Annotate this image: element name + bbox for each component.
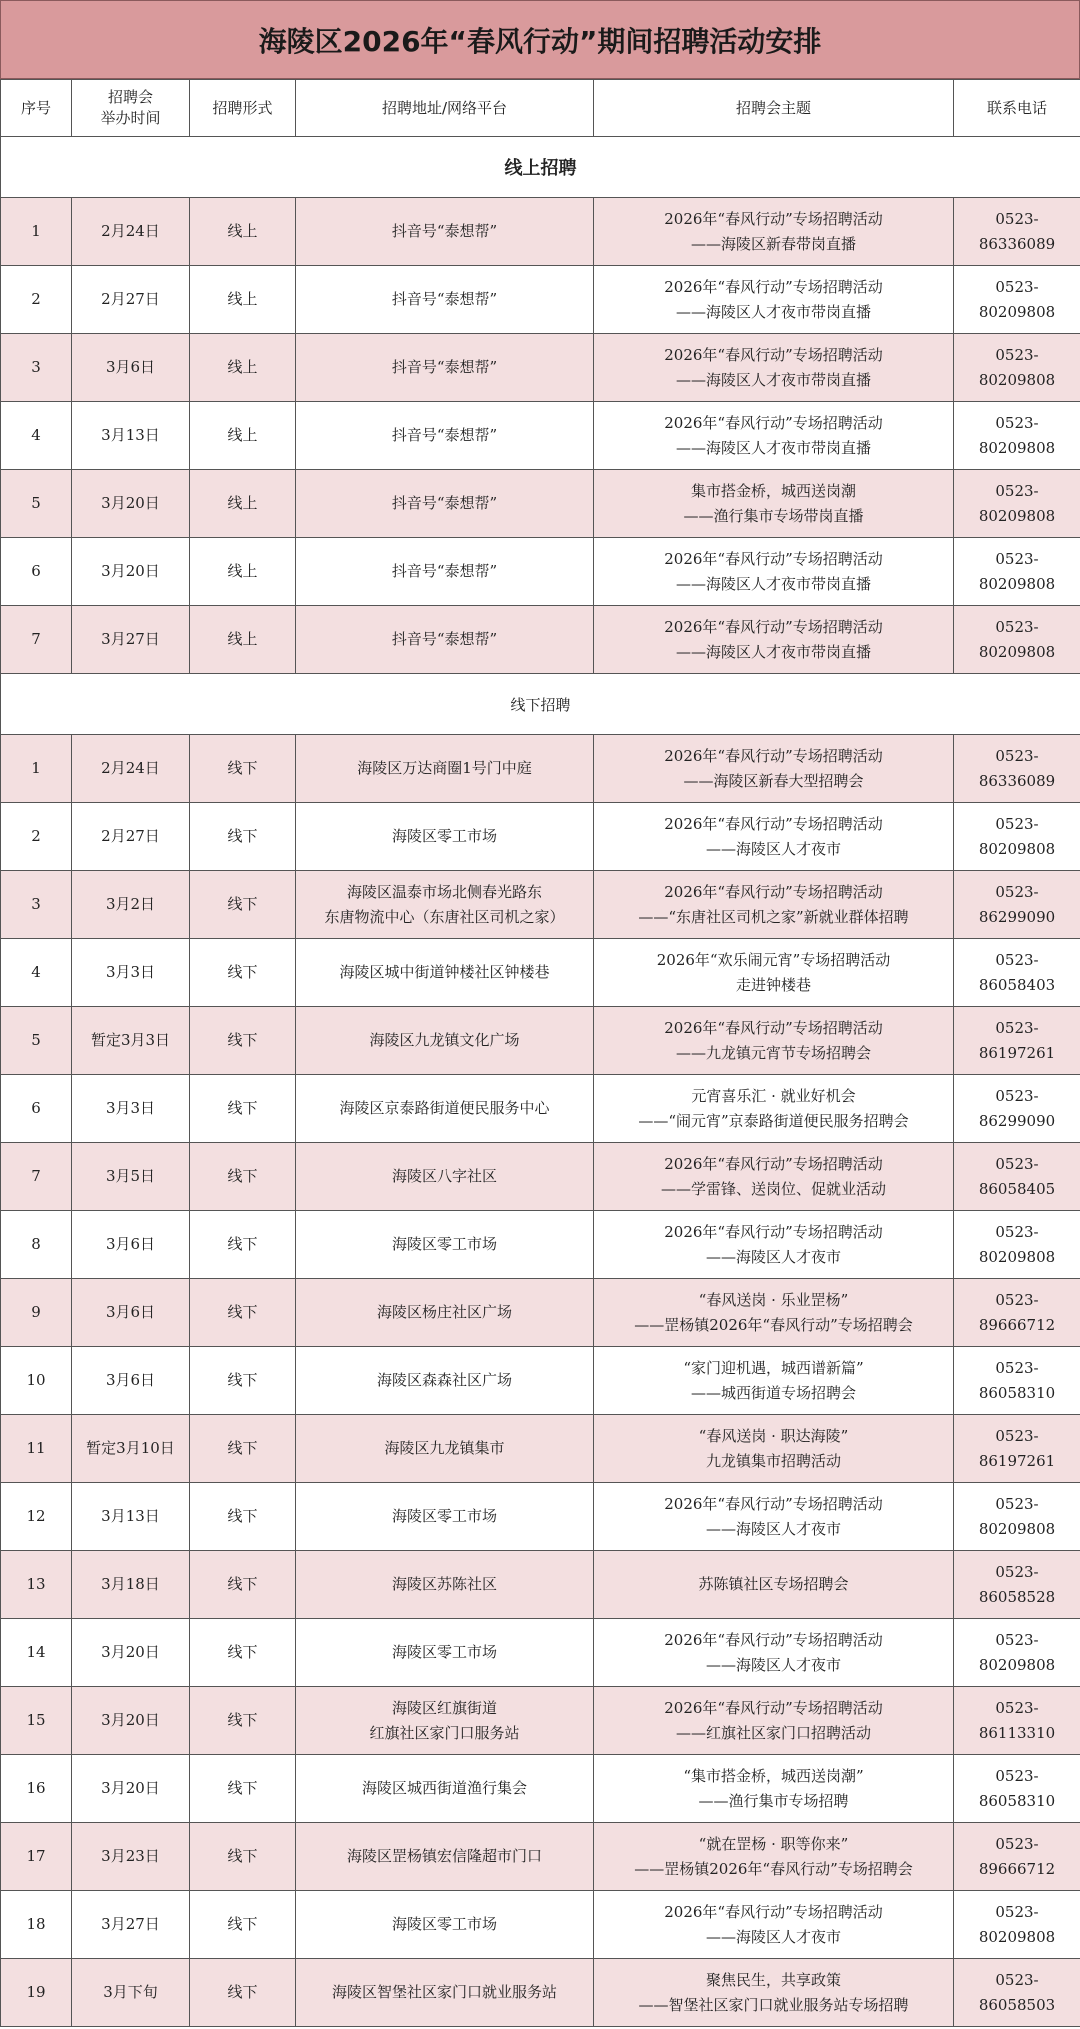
cell-theme-line: ——“东唐社区司机之家”新就业群体招聘 [638, 907, 909, 926]
cell-theme [594, 939, 954, 1007]
cell-theme-line: ——九龙镇元宵节专场招聘会 [675, 1043, 871, 1062]
cell-time: 3月27日 [72, 1891, 190, 1959]
cell-theme [594, 334, 954, 402]
cell-theme-line: ——海陵区人才夜市带岗直播 [675, 642, 871, 661]
cell-time: 3月下旬 [72, 1959, 190, 2027]
table-row [1, 1959, 1080, 2027]
cell-theme-line: ——海陵区人才夜市带岗直播 [675, 370, 871, 389]
table-row [1, 1551, 1080, 1619]
cell-no: 5 [1, 470, 72, 538]
cell-time: 2月24日 [72, 735, 190, 803]
cell-theme-line: ——城西街道专场招聘会 [690, 1383, 856, 1402]
cell-theme-line: ——海陵区人才夜市带岗直播 [675, 574, 871, 593]
cell-phone: 0523-89666712 [954, 1823, 1080, 1891]
cell-theme-line: ——海陵区人才夜市 [705, 1247, 841, 1266]
cell-no: 19 [1, 1959, 72, 2027]
cell-theme-line: ——海陵区新春带岗直播 [690, 234, 856, 253]
cell-theme [594, 1959, 954, 2027]
cell-address-line: 海陵区京泰路街道便民服务中心 [339, 1099, 550, 1117]
cell-theme [594, 1007, 954, 1075]
cell-form: 线下 [190, 1211, 296, 1279]
cell-address [296, 198, 594, 266]
table-row [1, 1619, 1080, 1687]
cell-no: 6 [1, 538, 72, 606]
cell-time: 3月18日 [72, 1551, 190, 1619]
cell-form: 线下 [190, 1415, 296, 1483]
cell-address-line: 海陵区九龙镇文化广场 [369, 1031, 520, 1049]
cell-address-line: 抖音号“泰想帮” [391, 562, 498, 580]
cell-no: 17 [1, 1823, 72, 1891]
cell-theme-line: ——罡杨镇2026年“春风行动”专场招聘会 [634, 1859, 913, 1878]
header-time [72, 80, 190, 137]
cell-time: 3月2日 [72, 871, 190, 939]
cell-form: 线下 [190, 1823, 296, 1891]
cell-form: 线下 [190, 1959, 296, 2027]
cell-form: 线下 [190, 1483, 296, 1551]
cell-theme-line: ——学雷锋、送岗位、促就业活动 [660, 1179, 886, 1198]
table-row [1, 1483, 1080, 1551]
cell-phone: 0523-80209808 [954, 1211, 1080, 1279]
table-row [1, 334, 1080, 402]
cell-phone: 0523-80209808 [954, 334, 1080, 402]
table-row [1, 198, 1080, 266]
cell-phone: 0523-86058503 [954, 1959, 1080, 2027]
cell-theme-line: ——渔行集市专场带岗直播 [683, 506, 864, 525]
table-row [1, 871, 1080, 939]
cell-time: 3月3日 [72, 939, 190, 1007]
table-row [1, 1687, 1080, 1755]
cell-address [296, 538, 594, 606]
table-row [1, 1755, 1080, 1823]
cell-phone: 0523-86336089 [954, 198, 1080, 266]
cell-form: 线下 [190, 1075, 296, 1143]
cell-theme [594, 198, 954, 266]
cell-address-line: 红旗社区家门口服务站 [369, 1723, 520, 1742]
cell-theme-line: 苏陈镇社区专场招聘会 [698, 1575, 849, 1593]
cell-theme [594, 735, 954, 803]
cell-address-line: 海陵区零工市场 [391, 1643, 497, 1661]
cell-no: 13 [1, 1551, 72, 1619]
cell-theme-line: 2026年“春风行动”专场招聘活动 [664, 882, 883, 901]
cell-time: 2月24日 [72, 198, 190, 266]
cell-address [296, 470, 594, 538]
cell-theme-line: 2026年“欢乐闹元宵”专场招聘活动 [656, 950, 891, 969]
cell-theme [594, 1211, 954, 1279]
cell-phone: 0523-89666712 [954, 1279, 1080, 1347]
cell-phone: 0523-86336089 [954, 735, 1080, 803]
table-row [1, 402, 1080, 470]
cell-theme-line: 2026年“春风行动”专场招聘活动 [664, 814, 883, 833]
cell-time: 3月20日 [72, 1619, 190, 1687]
cell-address-line: 东唐物流中心（东唐社区司机之家） [324, 907, 565, 926]
cell-theme [594, 470, 954, 538]
cell-address [296, 939, 594, 1007]
cell-address [296, 1891, 594, 1959]
cell-no: 11 [1, 1415, 72, 1483]
cell-address [296, 606, 594, 674]
cell-address [296, 1551, 594, 1619]
cell-time: 3月20日 [72, 538, 190, 606]
cell-phone: 0523-86113310 [954, 1687, 1080, 1755]
cell-theme-line: ——智堡社区家门口就业服务站专场招聘 [638, 1995, 909, 2014]
cell-address [296, 1075, 594, 1143]
cell-phone: 0523-86299090 [954, 1075, 1080, 1143]
cell-form: 线下 [190, 1891, 296, 1959]
cell-address [296, 334, 594, 402]
table-row [1, 470, 1080, 538]
schedule-table [0, 79, 1080, 2027]
cell-address-line: 抖音号“泰想帮” [391, 630, 498, 648]
cell-no: 8 [1, 1211, 72, 1279]
cell-address-line: 抖音号“泰想帮” [391, 358, 498, 376]
cell-address-line: 海陵区罡杨镇宏信隆超市门口 [346, 1847, 542, 1865]
cell-address-line: 海陵区红旗街道 [391, 1698, 497, 1717]
cell-no: 4 [1, 939, 72, 1007]
cell-phone: 0523-80209808 [954, 1619, 1080, 1687]
cell-time: 2月27日 [72, 803, 190, 871]
cell-no: 3 [1, 334, 72, 402]
cell-no: 16 [1, 1755, 72, 1823]
cell-address-line: 海陵区城西街道渔行集会 [361, 1779, 527, 1797]
cell-phone: 0523-80209808 [954, 606, 1080, 674]
cell-address-line: 海陵区零工市场 [391, 1915, 497, 1933]
cell-phone: 0523-86058310 [954, 1755, 1080, 1823]
cell-address [296, 1619, 594, 1687]
cell-address [296, 402, 594, 470]
cell-time: 3月6日 [72, 1211, 190, 1279]
cell-address [296, 1823, 594, 1891]
cell-theme [594, 1483, 954, 1551]
section-row [1, 674, 1080, 735]
cell-address-line: 海陵区九龙镇集市 [384, 1439, 505, 1457]
cell-time: 3月20日 [72, 1755, 190, 1823]
cell-form: 线上 [190, 198, 296, 266]
cell-theme-line: ——海陵区人才夜市 [705, 1519, 841, 1538]
header-time-line2: 举办时间 [100, 109, 161, 127]
table-row [1, 1007, 1080, 1075]
cell-form: 线上 [190, 538, 296, 606]
cell-phone: 0523-80209808 [954, 266, 1080, 334]
cell-theme-line: 2026年“春风行动”专场招聘活动 [664, 345, 883, 364]
cell-theme [594, 1755, 954, 1823]
cell-address [296, 1415, 594, 1483]
cell-address [296, 871, 594, 939]
cell-theme-line: “集市搭金桥，城西送岗潮” [683, 1766, 864, 1785]
cell-no: 14 [1, 1619, 72, 1687]
header-theme: 招聘会主题 [594, 80, 954, 137]
cell-theme-line: 2026年“春风行动”专场招聘活动 [664, 1154, 883, 1173]
cell-phone: 0523-86058528 [954, 1551, 1080, 1619]
cell-time: 3月20日 [72, 470, 190, 538]
cell-address-line: 抖音号“泰想帮” [391, 426, 498, 444]
cell-theme [594, 1551, 954, 1619]
table-row [1, 735, 1080, 803]
cell-theme-line: 2026年“春风行动”专场招聘活动 [664, 617, 883, 636]
cell-theme-line: “就在罡杨 · 职等你来” [698, 1834, 849, 1853]
cell-theme [594, 1347, 954, 1415]
table-row [1, 1823, 1080, 1891]
cell-address [296, 735, 594, 803]
cell-no: 5 [1, 1007, 72, 1075]
cell-form: 线下 [190, 735, 296, 803]
cell-address-line: 海陵区零工市场 [391, 1235, 497, 1253]
cell-form: 线下 [190, 1279, 296, 1347]
cell-no: 1 [1, 198, 72, 266]
cell-theme-line: “春风送岗 · 乐业罡杨” [698, 1290, 849, 1309]
cell-theme-line: ——海陵区人才夜市 [705, 839, 841, 858]
cell-no: 2 [1, 803, 72, 871]
table-row [1, 1279, 1080, 1347]
cell-theme [594, 1415, 954, 1483]
cell-phone: 0523-86058405 [954, 1143, 1080, 1211]
header-form: 招聘形式 [190, 80, 296, 137]
cell-form: 线下 [190, 1755, 296, 1823]
cell-time: 3月6日 [72, 334, 190, 402]
cell-form: 线上 [190, 470, 296, 538]
cell-theme-line: 走进钟楼巷 [735, 975, 811, 994]
cell-theme-line: 元宵喜乐汇 · 就业好机会 [691, 1086, 856, 1105]
table-row [1, 538, 1080, 606]
cell-form: 线下 [190, 1007, 296, 1075]
cell-theme [594, 803, 954, 871]
cell-theme-line: “家门迎机遇，城西谱新篇” [683, 1358, 864, 1377]
cell-address [296, 1959, 594, 2027]
cell-no: 12 [1, 1483, 72, 1551]
cell-form: 线下 [190, 1687, 296, 1755]
cell-form: 线下 [190, 1347, 296, 1415]
header-time-line1: 招聘会 [107, 88, 153, 106]
cell-time: 暂定3月3日 [72, 1007, 190, 1075]
cell-address [296, 1755, 594, 1823]
table-row [1, 1211, 1080, 1279]
cell-form: 线下 [190, 939, 296, 1007]
cell-address-line: 海陵区零工市场 [391, 1507, 497, 1525]
cell-theme-line: 九龙镇集市招聘活动 [705, 1451, 841, 1470]
cell-address-line: 海陵区零工市场 [391, 827, 497, 845]
cell-theme [594, 606, 954, 674]
cell-address [296, 1687, 594, 1755]
cell-theme-line: ——罡杨镇2026年“春风行动”专场招聘会 [634, 1315, 913, 1334]
table-row [1, 1415, 1080, 1483]
cell-no: 7 [1, 606, 72, 674]
cell-theme [594, 871, 954, 939]
cell-time: 3月13日 [72, 402, 190, 470]
cell-theme-line: 2026年“春风行动”专场招聘活动 [664, 746, 883, 765]
cell-no: 10 [1, 1347, 72, 1415]
cell-address [296, 803, 594, 871]
cell-phone: 0523-86197261 [954, 1415, 1080, 1483]
cell-form: 线上 [190, 402, 296, 470]
cell-address-line: 海陵区杨庄社区广场 [376, 1303, 512, 1321]
cell-theme [594, 1143, 954, 1211]
cell-no: 3 [1, 871, 72, 939]
cell-address-line: 抖音号“泰想帮” [391, 222, 498, 240]
cell-theme-line: ——海陵区人才夜市 [705, 1927, 841, 1946]
cell-time: 3月6日 [72, 1347, 190, 1415]
cell-form: 线下 [190, 803, 296, 871]
cell-address-line: 海陵区城中街道钟楼社区钟楼巷 [339, 963, 550, 981]
cell-address-line: 抖音号“泰想帮” [391, 494, 498, 512]
cell-no: 7 [1, 1143, 72, 1211]
cell-form: 线下 [190, 1143, 296, 1211]
cell-theme-line: 2026年“春风行动”专场招聘活动 [664, 1494, 883, 1513]
cell-phone: 0523-86299090 [954, 871, 1080, 939]
cell-address-line: 海陵区万达商圈1号门中庭 [357, 759, 532, 777]
cell-theme [594, 266, 954, 334]
cell-address [296, 1483, 594, 1551]
cell-no: 2 [1, 266, 72, 334]
cell-no: 4 [1, 402, 72, 470]
cell-address [296, 1279, 594, 1347]
cell-theme-line: 2026年“春风行动”专场招聘活动 [664, 1018, 883, 1037]
table-row [1, 939, 1080, 1007]
cell-phone: 0523-80209808 [954, 1891, 1080, 1959]
schedule-body [1, 137, 1080, 2027]
cell-theme [594, 402, 954, 470]
cell-form: 线下 [190, 1551, 296, 1619]
cell-form: 线上 [190, 334, 296, 402]
cell-time: 暂定3月10日 [72, 1415, 190, 1483]
cell-theme-line: ——海陵区人才夜市 [705, 1655, 841, 1674]
cell-theme-line: 2026年“春风行动”专场招聘活动 [664, 1698, 883, 1717]
cell-time: 3月6日 [72, 1279, 190, 1347]
cell-time: 3月23日 [72, 1823, 190, 1891]
section-label: 线下招聘 [1, 674, 1080, 735]
cell-theme-line: 集市搭金桥，城西送岗潮 [690, 481, 856, 500]
header-address: 招聘地址/网络平台 [296, 80, 594, 137]
table-row [1, 1347, 1080, 1415]
cell-theme [594, 1619, 954, 1687]
cell-theme-line: ——红旗社区家门口招聘活动 [675, 1723, 871, 1742]
cell-phone: 0523-80209808 [954, 1483, 1080, 1551]
cell-address-line: 抖音号“泰想帮” [391, 290, 498, 308]
table-row [1, 266, 1080, 334]
cell-theme-line: 聚焦民生，共享政策 [705, 1970, 841, 1989]
cell-phone: 0523-80209808 [954, 538, 1080, 606]
cell-address [296, 1347, 594, 1415]
cell-theme-line: ——海陵区人才夜市带岗直播 [675, 302, 871, 321]
cell-address-line: 海陵区森森社区广场 [376, 1371, 512, 1389]
table-row [1, 1143, 1080, 1211]
cell-theme [594, 1075, 954, 1143]
cell-theme [594, 1279, 954, 1347]
section-label: 线上招聘 [1, 137, 1080, 198]
cell-time: 3月20日 [72, 1687, 190, 1755]
cell-address [296, 1007, 594, 1075]
cell-form: 线下 [190, 871, 296, 939]
cell-form: 线上 [190, 606, 296, 674]
cell-time: 3月3日 [72, 1075, 190, 1143]
cell-theme [594, 538, 954, 606]
cell-theme-line: ——渔行集市专场招聘 [698, 1791, 849, 1810]
cell-theme-line: 2026年“春风行动”专场招聘活动 [664, 1222, 883, 1241]
cell-form: 线上 [190, 266, 296, 334]
cell-theme [594, 1823, 954, 1891]
cell-address-line: 海陵区智堡社区家门口就业服务站 [331, 1983, 557, 2001]
cell-phone: 0523-80209808 [954, 470, 1080, 538]
cell-no: 6 [1, 1075, 72, 1143]
cell-time: 3月13日 [72, 1483, 190, 1551]
cell-address [296, 1211, 594, 1279]
table-row [1, 1891, 1080, 1959]
cell-address-line: 海陵区八字社区 [391, 1167, 497, 1185]
cell-theme-line: ——“闹元宵”京泰路街道便民服务招聘会 [638, 1111, 909, 1130]
cell-no: 18 [1, 1891, 72, 1959]
cell-form: 线下 [190, 1619, 296, 1687]
cell-theme-line: 2026年“春风行动”专场招聘活动 [664, 549, 883, 568]
cell-address [296, 1143, 594, 1211]
header-phone: 联系电话 [954, 80, 1080, 137]
table-row [1, 803, 1080, 871]
cell-time: 3月5日 [72, 1143, 190, 1211]
cell-time: 3月27日 [72, 606, 190, 674]
section-row [1, 137, 1080, 198]
cell-theme-line: “春风送岗 · 职达海陵” [698, 1426, 849, 1445]
cell-theme-line: ——海陵区人才夜市带岗直播 [675, 438, 871, 457]
cell-no: 9 [1, 1279, 72, 1347]
header-no: 序号 [1, 80, 72, 137]
cell-no: 1 [1, 735, 72, 803]
cell-address-line: 海陵区苏陈社区 [391, 1575, 497, 1593]
cell-phone: 0523-86058310 [954, 1347, 1080, 1415]
cell-theme [594, 1687, 954, 1755]
cell-phone: 0523-86058403 [954, 939, 1080, 1007]
cell-theme-line: ——海陵区新春大型招聘会 [683, 771, 864, 790]
cell-address-line: 海陵区温泰市场北侧春光路东 [346, 882, 542, 901]
table-row [1, 1075, 1080, 1143]
cell-time: 2月27日 [72, 266, 190, 334]
cell-theme-line: 2026年“春风行动”专场招聘活动 [664, 1902, 883, 1921]
cell-phone: 0523-80209808 [954, 402, 1080, 470]
cell-phone: 0523-80209808 [954, 803, 1080, 871]
cell-theme [594, 1891, 954, 1959]
cell-theme-line: 2026年“春风行动”专场招聘活动 [664, 413, 883, 432]
header-row [1, 80, 1080, 137]
cell-phone: 0523-86197261 [954, 1007, 1080, 1075]
table-row [1, 606, 1080, 674]
cell-address [296, 266, 594, 334]
cell-theme-line: 2026年“春风行动”专场招聘活动 [664, 277, 883, 296]
cell-no: 15 [1, 1687, 72, 1755]
page-title: 海陵区2026年“春风行动”期间招聘活动安排 [0, 0, 1080, 79]
cell-theme-line: 2026年“春风行动”专场招聘活动 [664, 209, 883, 228]
cell-theme-line: 2026年“春风行动”专场招聘活动 [664, 1630, 883, 1649]
